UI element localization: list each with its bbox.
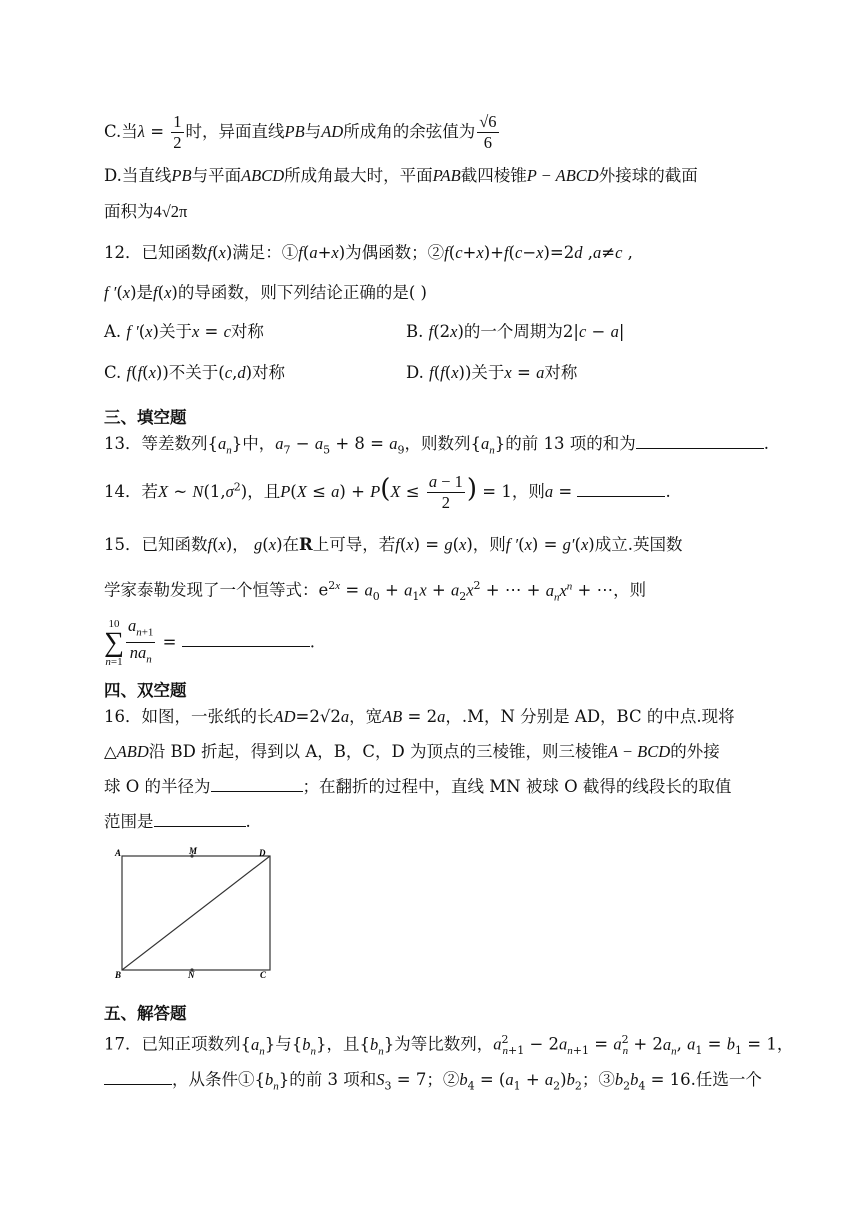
answer-blank[interactable] [577, 480, 665, 497]
question-16: 16．如图，一张纸的长AD=2√2a，宽AB = 2a，.M，N 分别是 AD，BC 的中点.现将 [104, 707, 735, 726]
section-heading-fill-in: 三、填空题 [104, 408, 187, 427]
question-12-options-ab [104, 320, 804, 344]
answer-blank[interactable] [636, 432, 764, 449]
answer-blank[interactable] [104, 1068, 172, 1085]
option-b: B. f(2x)的一个周期为2|c − a| [406, 322, 625, 341]
question-15-line2: 学家泰勒发现了一个恒等式：$e^{2x} = a_0 + a_1x + a_2x^2$ + ⋯ + $a_nx^n$ + ⋯，则 [104, 579, 647, 603]
label-c: C [260, 970, 267, 980]
question-15-line3: 10 ∑ n=1 $\frac{a_{n+1}}{na_n}$ = . [104, 616, 316, 668]
section-heading-double-blank: 四、双空题 [104, 681, 187, 700]
option-d: D. f(f(x))关于x = a对称 [406, 363, 578, 382]
label-b: B [115, 970, 122, 980]
label-n: N [188, 970, 195, 980]
question-12: 12．已知函数f(x)满足：①f(a+x)为偶函数；②f(c+x)+f(c−x)=2d ,a≠c , [104, 243, 633, 262]
question-17-line2: ，从条件$①\{b_n\}$的前 3 项和$S_3 = 7$；$②b_4 = (a_1 + a_2)b_2$；$③b_2b_4 = 16$.任选一个 [104, 1068, 762, 1098]
option-c: C. f(f(x))不关于(c,d)对称 [104, 363, 285, 382]
question-16-line4: 范围是 . [104, 812, 251, 831]
question-12-options-cd [104, 361, 804, 385]
label-m: M [189, 846, 198, 856]
answer-blank-2[interactable] [154, 810, 246, 827]
option-d-line2: 面积为4√2π [104, 202, 188, 221]
fraction: $\frac{a - 1}{2}$ [428, 472, 463, 512]
question-17: 17．已知正项数列$\{a_n\}$与$\{b_n\}$，且$\{b_n\}$为等比数列，$a^2_{n+1} - 2a_{n+1} = a^2_n + 2a_n$, $a_1 = b_1 = 1$， [104, 1033, 794, 1057]
fraction: $\frac{√6}{6}$ [479, 112, 497, 152]
question-14: 14．若X ~ $N(1,\sigma^2)$，且P(X ≤ a) + P(X ≤ $\frac{a - 1}{2}$ ) = 1，则a = . [104, 472, 671, 512]
summation: 10 ∑ n=1 [104, 617, 124, 668]
question-16-line2: △ABD沿 BD 折起，得到以 A，B，C，D 为顶点的三棱锥，则三棱锥A − BCD的外接 [104, 742, 720, 761]
option-d: D.当直线PB与平面ABCD所成角最大时，平面PAB截四棱锥P − ABCD外接球的截面 [104, 166, 698, 185]
option-c: C.当λ = $\frac{1}{2}$ 时，异面直线PB与AD所成角的余弦值为 $\frac{√6}{6}$ [104, 112, 497, 152]
fraction: $\frac{a_{n+1}}{na_n}$ [127, 616, 154, 666]
fraction: $\frac{1}{2}$ [173, 112, 182, 152]
rectangle-figure [108, 846, 284, 980]
question-16-line3: 球 O 的半径为 ；在翻折的过程中，直线 MN 被球 O 截得的线段长的取值 [104, 777, 732, 796]
section-heading-solutions: 五、解答题 [104, 1004, 187, 1023]
answer-blank[interactable] [182, 630, 310, 647]
question-12-line2: f ′(x)是f(x)的导函数，则下列结论正确的是( ) [104, 283, 427, 302]
question-15: 15．已知函数f(x)， g(x)在R上可导，若f(x) = g(x)，则f ′(x) = g′(x)成立.英国数 [104, 535, 683, 554]
label-a: A [115, 848, 122, 858]
label-d: D [259, 848, 266, 858]
answer-blank-1[interactable] [211, 775, 303, 792]
question-13: 13．等差数列$\{a_n\}$中，$a_7 - a_5 + 8 = a_9$，则数列$\{a_n\}$的前 13 项的和为 . [104, 434, 769, 457]
option-a: A. f ′(x)关于x = c对称 [104, 322, 264, 341]
